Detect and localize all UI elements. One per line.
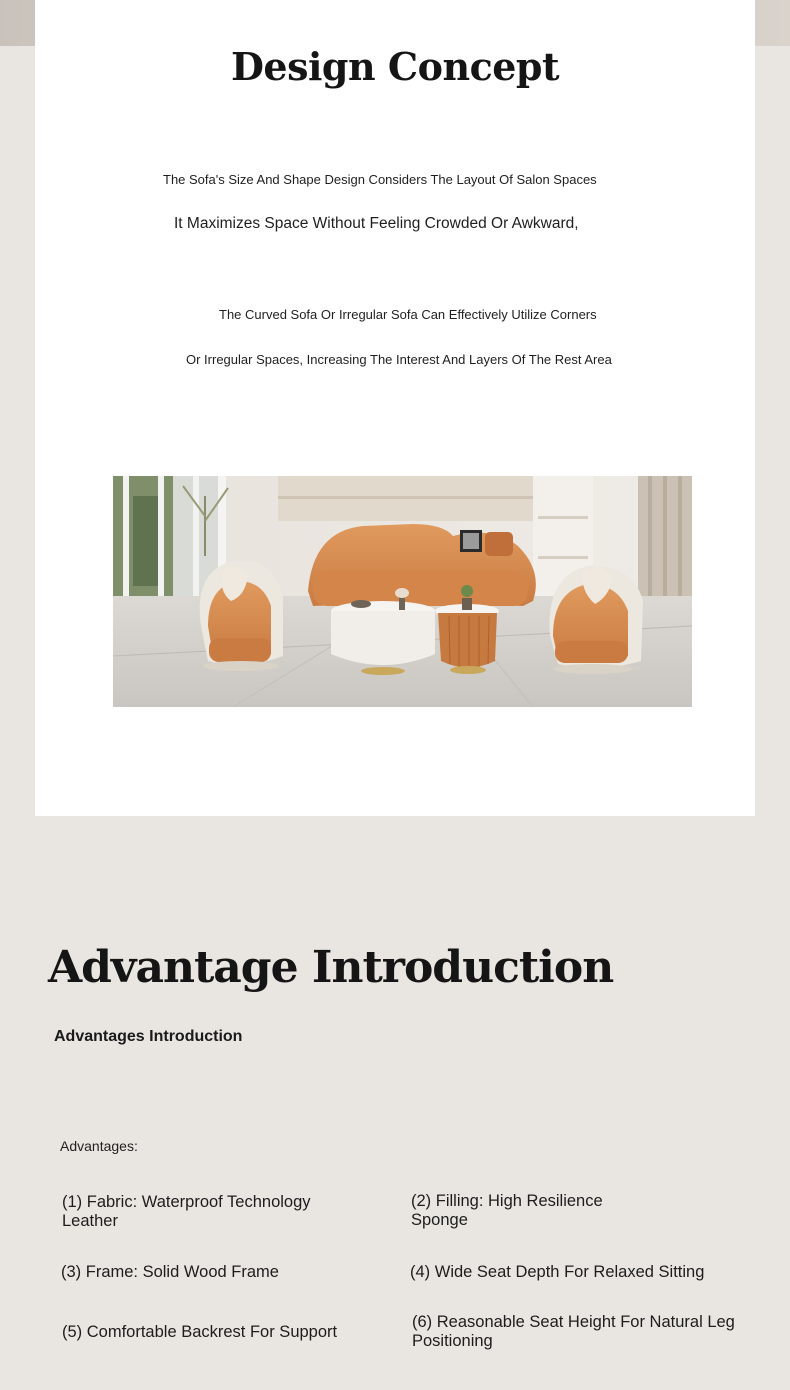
concept-line-4: Or Irregular Spaces, Increasing The Interest And Layers Of The Rest Area [186, 352, 612, 367]
sofa-set-photo [113, 476, 692, 707]
concept-line-3: The Curved Sofa Or Irregular Sofa Can Effectively Utilize Corners [219, 307, 597, 322]
design-concept-title: Design Concept [230, 44, 560, 89]
feature-backrest: (5) Comfortable Backrest For Support [62, 1323, 338, 1341]
concept-line-1: The Sofa's Size And Shape Design Considers The Layout Of Salon Spaces [163, 172, 597, 187]
concept-line-2: It Maximizes Space Without Feeling Crowded Or Awkward, [174, 215, 579, 232]
advantages-introduction-subtitle: Advantages Introduction [54, 1028, 243, 1045]
feature-seat-height: (6) Reasonable Seat Height For Natural Leg Positioning [412, 1313, 735, 1350]
feature-seat-depth: (4) Wide Seat Depth For Relaxed Sitting [410, 1263, 705, 1281]
advantage-introduction-title: Advantage Introduction [48, 942, 614, 993]
advantages-label: Advantages: [60, 1138, 138, 1154]
feature-fabric: (1) Fabric: Waterproof Technology Leather [62, 1193, 311, 1230]
feature-frame: (3) Frame: Solid Wood Frame [61, 1263, 279, 1281]
feature-filling: (2) Filling: High Resilience Sponge [411, 1192, 603, 1229]
